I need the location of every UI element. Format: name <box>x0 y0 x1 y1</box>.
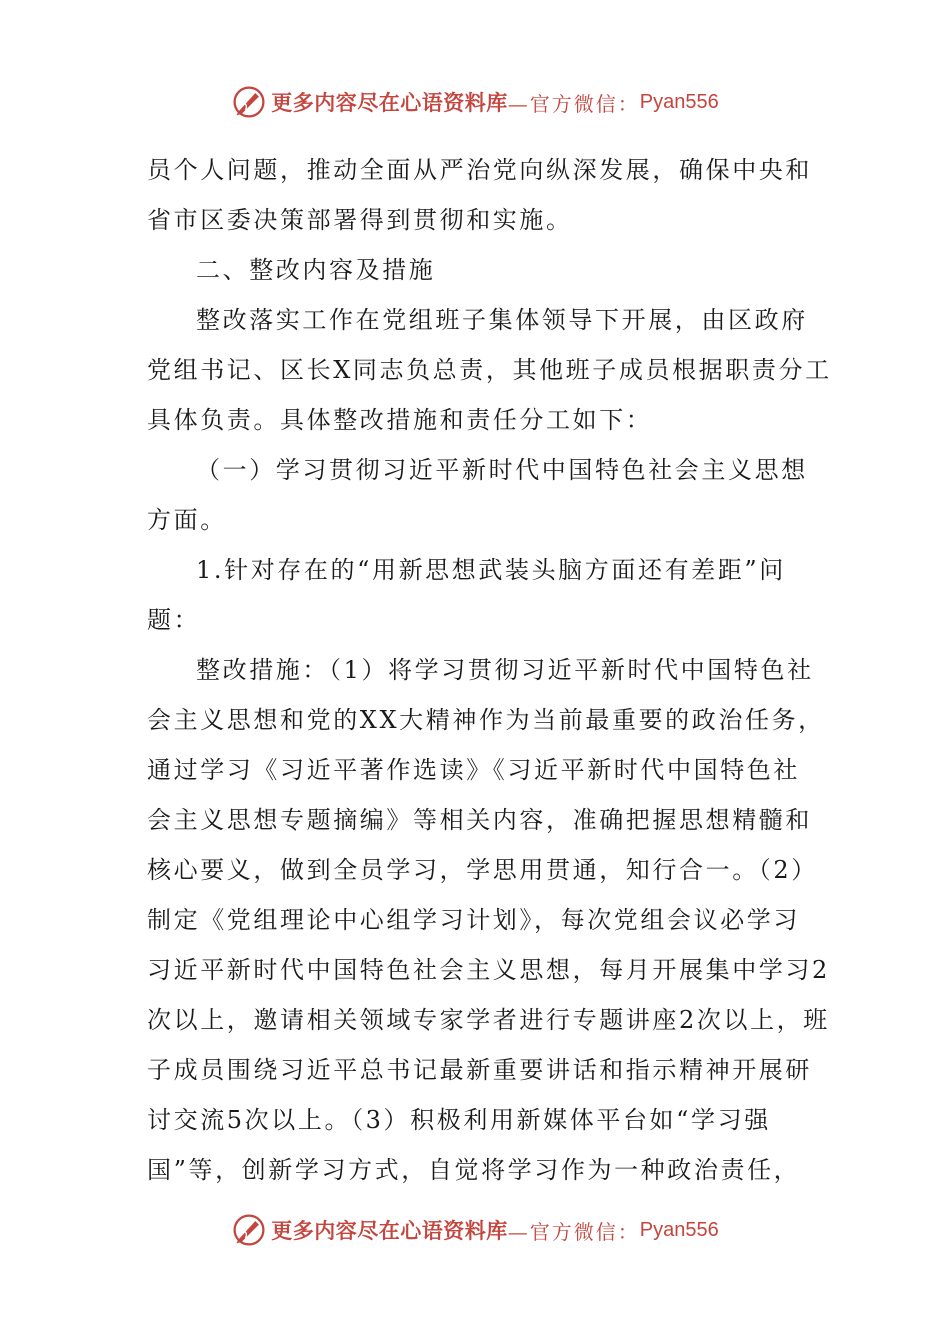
watermark-main-text: 更多内容尽在心语资料库 <box>271 90 508 115</box>
text-line: 党组书记、区长X同志负总责，其他班子成员根据职责分工 <box>147 356 832 384</box>
watermark-sub-text: —官方微信： <box>507 1219 640 1244</box>
pen-logo-icon <box>231 84 267 120</box>
watermark-wechat-id: Pyan556 <box>639 1218 719 1241</box>
text-line: 整改措施：（1）将学习贯彻习近平新时代中国特色社 <box>196 656 814 684</box>
text-line: 讨交流5次以上。（3）积极利用新媒体平台如“学习强 <box>147 1106 771 1134</box>
watermark-header <box>0 82 950 122</box>
watermark-sub-text: —官方微信： <box>507 91 640 116</box>
text-line: 1.针对存在的“用新思想武装头脑方面还有差距”问 <box>196 556 786 584</box>
text-line: 通过学习《习近平著作选读》《习近平新时代中国特色社 <box>147 756 800 784</box>
text-line: 习近平新时代中国特色社会主义思想，每月开展集中学习2 <box>147 956 830 984</box>
text-line: 核心要义，做到全员学习，学思用贯通，知行合一。（2） <box>147 856 818 884</box>
section-heading: 二、整改内容及措施 <box>196 256 436 284</box>
text-line: 国”等，创新学习方式，自觉将学习作为一种政治责任， <box>147 1156 801 1184</box>
text-line: 省市区委决策部署得到贯彻和实施。 <box>147 206 573 234</box>
text-line: 子成员围绕习近平总书记最新重要讲话和指示精神开展研 <box>147 1056 812 1084</box>
text-line: 方面。 <box>147 506 227 534</box>
text-line: 制定《党组理论中心组学习计划》，每次党组会议必学习 <box>147 906 800 934</box>
text-line: 题： <box>147 606 201 634</box>
subsection-heading: （一）学习贯彻习近平新时代中国特色社会主义思想 <box>196 456 808 484</box>
watermark-footer <box>0 1210 950 1250</box>
pen-logo-icon <box>231 1212 267 1248</box>
text-line: 会主义思想专题摘编》等相关内容，准确把握思想精髓和 <box>147 806 812 834</box>
text-line: 会主义思想和党的XX大精神作为当前最重要的政治任务， <box>147 706 825 734</box>
text-line: 次以上，邀请相关领域专家学者进行专题讲座2次以上，班 <box>147 1006 830 1034</box>
text-line: 员个人问题，推动全面从严治党向纵深发展，确保中央和 <box>147 156 812 184</box>
text-line: 具体负责。具体整改措施和责任分工如下： <box>147 406 653 434</box>
text-line: 整改落实工作在党组班子集体领导下开展，由区政府 <box>196 306 808 334</box>
watermark-wechat-id: Pyan556 <box>639 90 719 113</box>
watermark-main-text: 更多内容尽在心语资料库 <box>271 1218 508 1243</box>
